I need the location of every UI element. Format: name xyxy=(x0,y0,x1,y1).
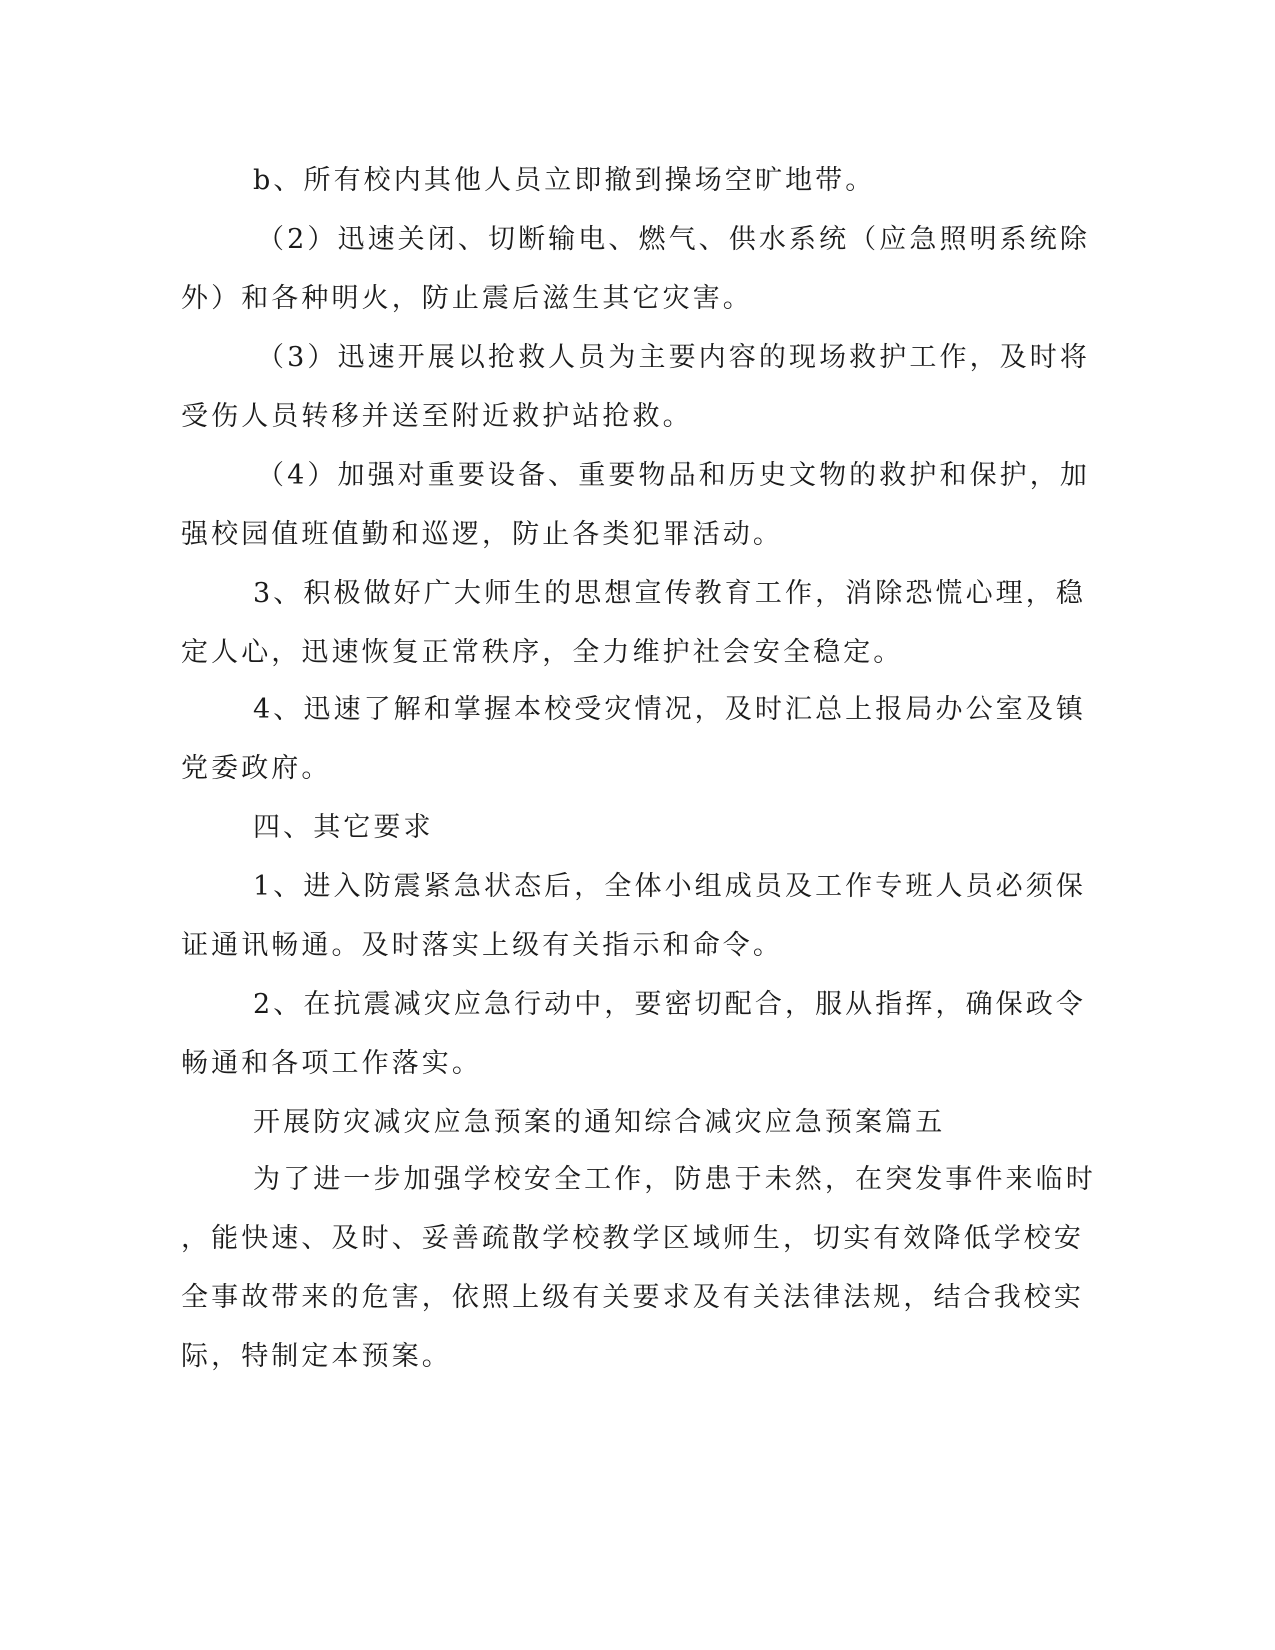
text-line: 2、在抗震减灾应急行动中，要密切配合，服从指挥，确保政令 xyxy=(253,989,1086,1020)
text-line: 全事故带来的危害，依照上级有关要求及有关法律法规，结合我校实 xyxy=(181,1282,1084,1313)
text-line: 受伤人员转移并送至附近救护站抢救。 xyxy=(181,401,693,432)
text-line: b、所有校内其他人员立即撤到操场空旷地带。 xyxy=(253,165,876,196)
text-line: 为了进一步加强学校安全工作，防患于未然，在突发事件来临时 xyxy=(253,1164,1096,1195)
text-line: 强校园值班值勤和巡逻，防止各类犯罪活动。 xyxy=(181,519,783,550)
section-heading: 四、其它要求 xyxy=(253,812,434,843)
text-line: 际，特制定本预案。 xyxy=(181,1341,452,1372)
text-line: 党委政府。 xyxy=(181,753,332,784)
text-line: ，能快速、及时、妥善疏散学校教学区域师生，切实有效降低学校安 xyxy=(181,1223,1084,1254)
text-line: 外）和各种明火，防止震后滋生其它灾害。 xyxy=(181,283,753,314)
text-line: 定人心，迅速恢复正常秩序，全力维护社会安全稳定。 xyxy=(181,637,904,668)
section-title: 开展防灾减灾应急预案的通知综合减灾应急预案篇五 xyxy=(253,1107,946,1138)
text-line: 1、进入防震紧急状态后，全体小组成员及工作专班人员必须保 xyxy=(253,871,1086,902)
text-line: 证通讯畅通。及时落实上级有关指示和命令。 xyxy=(181,930,783,961)
text-line: 4、迅速了解和掌握本校受灾情况，及时汇总上报局办公室及镇 xyxy=(253,694,1086,725)
text-line: （2）迅速关闭、切断输电、燃气、供水系统（应急照明系统除 xyxy=(257,224,1090,255)
text-line: 3、积极做好广大师生的思想宣传教育工作，消除恐慌心理，稳 xyxy=(253,578,1086,609)
text-line: （3）迅速开展以抢救人员为主要内容的现场救护工作，及时将 xyxy=(257,342,1090,373)
text-line: （4）加强对重要设备、重要物品和历史文物的救护和保护，加 xyxy=(257,460,1090,491)
text-line: 畅通和各项工作落实。 xyxy=(181,1048,482,1079)
